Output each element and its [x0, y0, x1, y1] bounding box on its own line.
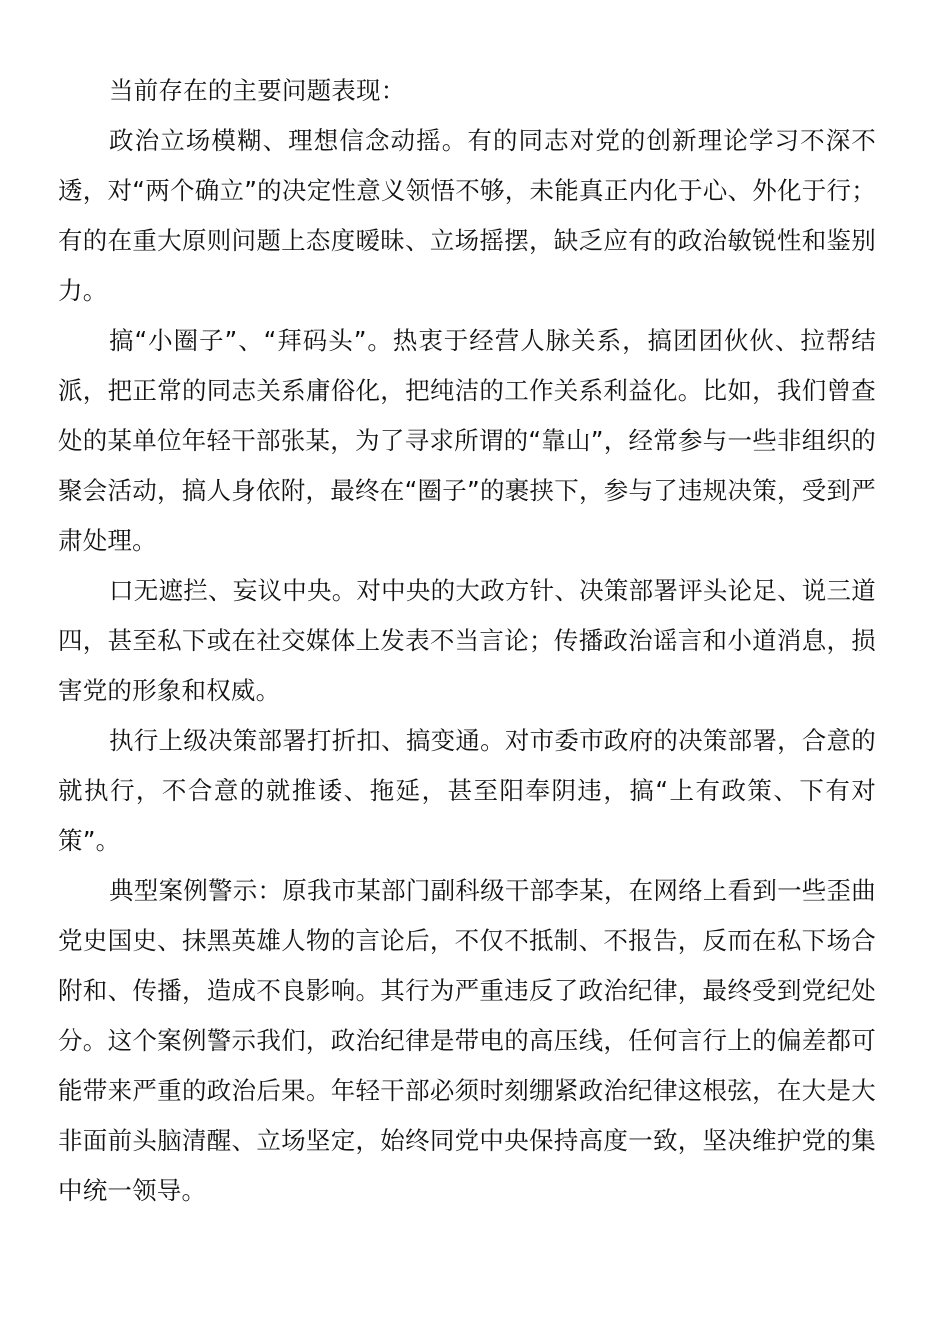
- paragraph-case-warning: 典型案例警示：原我市某部门副科级干部李某，在网络上看到一些歪曲党史国史、抹黑英雄人物的言论后，不仅不抵制、不报告，反而在私下场合附和、传播，造成不良影响。其行为严重违反了政治纪律，最终受到党纪处分。这个案例警示我们，政治纪律是带电的高压线，任何言行上的偏差都可能带来严重的政治后果。年轻干部必须时刻绷紧政治纪律这根弦，在大是大非面前头脑清醒、立场坚定，始终同党中央保持高度一致，坚决维护党的集中统一领导。: [58, 876, 876, 1205]
- document-body: [58, 66, 876, 1216]
- paragraph-policy-execution: 执行上级决策部署打折扣、搞变通。对市委市政府的决策部署，合意的就执行，不合意的就推诿、拖延，甚至阳奉阴违，搞“上有政策、下有对策”。: [58, 726, 876, 855]
- intro-line: 当前存在的主要问题表现：: [109, 76, 406, 105]
- paragraph-small-circles: 搞“小圈子”、“拜码头”。热衷于经营人脉关系，搞团团伙伙、拉帮结派，把正常的同志关系庸俗化，把纯洁的工作关系利益化。比如，我们曾查处的某单位年轻干部张某，为了寻求所谓的“靠山”，经常参与一些非组织的聚会活动，搞人身依附，最终在“圈子”的裹挟下，参与了违规决策，受到严肃处理。: [58, 326, 876, 555]
- paragraph-political-stance: 政治立场模糊、理想信念动摇。有的同志对党的创新理论学习不深不透，对“两个确立”的决定性意义领悟不够，未能真正内化于心、外化于行；有的在重大原则问题上态度暧昧、立场摇摆，缺乏应有的政治敏锐性和鉴别力。: [58, 126, 876, 305]
- paragraph-improper-remarks: 口无遮拦、妄议中央。对中央的大政方针、决策部署评头论足、说三道四，甚至私下或在社交媒体上发表不当言论；传播政治谣言和小道消息，损害党的形象和权威。: [58, 576, 876, 705]
